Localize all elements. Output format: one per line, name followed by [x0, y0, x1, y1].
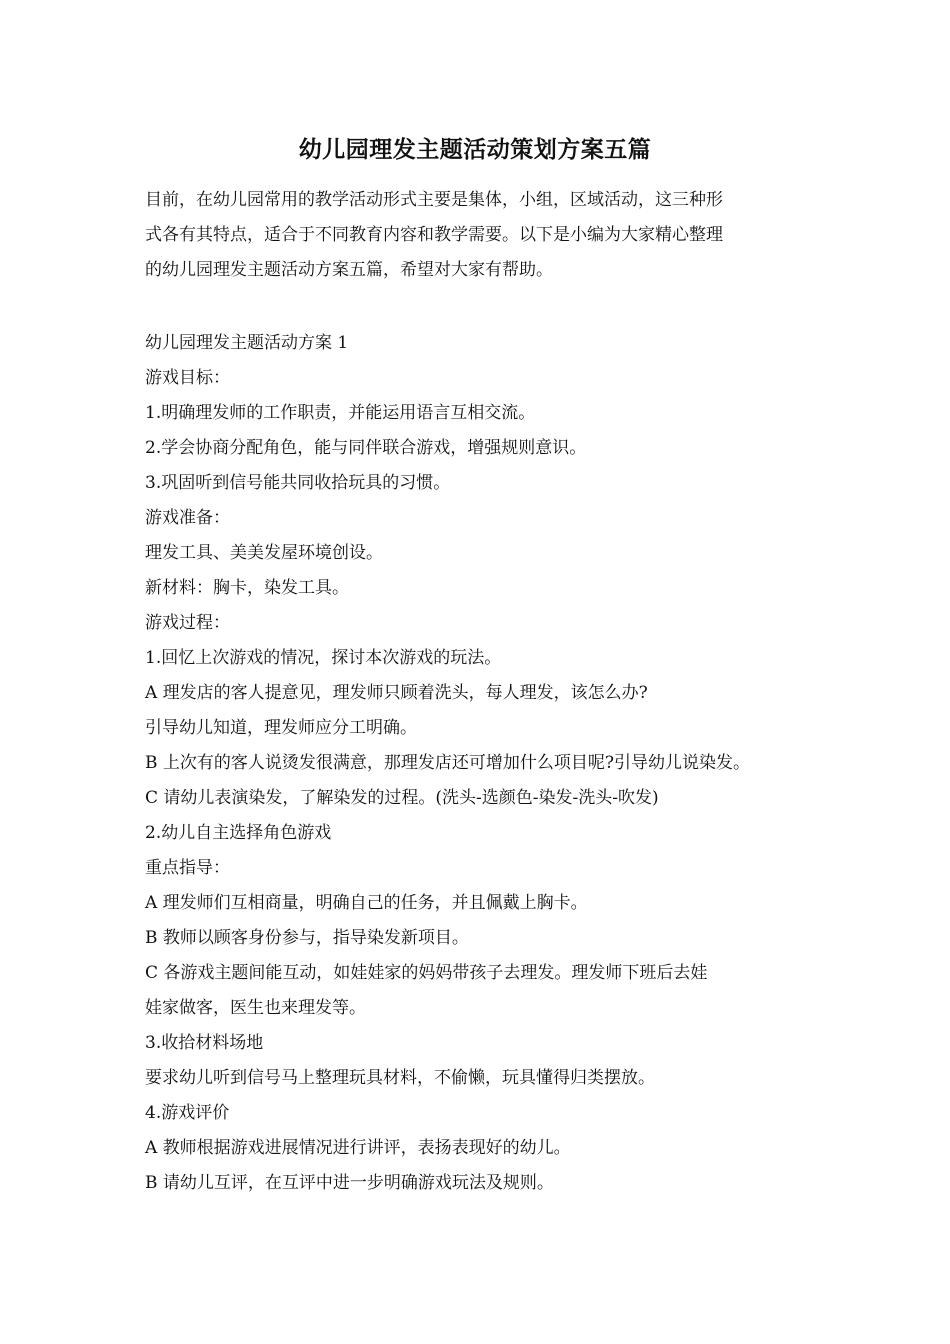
guidance-item: A 理发师们互相商量，明确自己的任务，并且佩戴上胸卡。 — [145, 893, 588, 913]
guidance-item: C 各游戏主题间能互动，如娃娃家的妈妈带孩子去理发。理发师下班后去娃 — [145, 963, 708, 983]
intro-line: 式各有其特点，适合于不同教育内容和教学需要。以下是小编为大家精心整理 — [145, 225, 723, 245]
process-step: 1.回忆上次游戏的情况，探讨本次游戏的玩法。 — [145, 648, 502, 668]
intro-paragraph — [145, 183, 815, 288]
process-step: 4.游戏评价 — [145, 1103, 230, 1123]
subheading-process: 游戏过程： — [145, 613, 230, 633]
goal-item: 3.巩固听到信号能共同收拾玩具的习惯。 — [145, 473, 451, 493]
evaluation-item: B 请幼儿互评，在互评中进一步明确游戏玩法及规则。 — [145, 1173, 554, 1193]
preparation-item: 新材料：胸卡，染发工具。 — [145, 578, 349, 598]
document-title: 幼儿园理发主题活动策划方案五篇 — [298, 136, 652, 163]
intro-line: 的幼儿园理发主题活动方案五篇，希望对大家有帮助。 — [145, 260, 553, 280]
guidance-item-continued: 娃家做客，医生也来理发等。 — [145, 998, 366, 1018]
subheading-preparation: 游戏准备： — [145, 508, 230, 528]
goal-item: 1.明确理发师的工作职责，并能运用语言互相交流。 — [145, 403, 536, 423]
process-detail: 引导幼儿知道，理发师应分工明确。 — [145, 718, 417, 738]
process-step: 2.幼儿自主选择角色游戏 — [145, 823, 332, 843]
section-heading: 幼儿园理发主题活动方案 1 — [145, 333, 349, 353]
goal-item: 2.学会协商分配角色，能与同伴联合游戏，增强规则意识。 — [145, 438, 587, 458]
process-detail: 要求幼儿听到信号马上整理玩具材料，不偷懒，玩具懂得归类摆放。 — [145, 1068, 655, 1088]
process-detail: A 理发店的客人提意见，理发师只顾着洗头，每人理发，该怎么办? — [145, 683, 648, 703]
subheading-guidance: 重点指导： — [145, 858, 230, 878]
evaluation-item: A 教师根据游戏进展情况进行讲评，表扬表现好的幼儿。 — [145, 1138, 571, 1158]
preparation-item: 理发工具、美美发屋环境创设。 — [145, 543, 383, 563]
subheading-goals: 游戏目标： — [145, 368, 230, 388]
guidance-item: B 教师以顾客身份参与，指导染发新项目。 — [145, 928, 469, 948]
intro-line: 目前，在幼儿园常用的教学活动形式主要是集体，小组，区域活动，这三种形 — [145, 190, 723, 210]
process-detail: C 请幼儿表演染发，了解染发的过程。(洗头-选颜色-染发-洗头-吹发) — [145, 788, 659, 808]
process-step: 3.收拾材料场地 — [145, 1033, 264, 1053]
plan-body — [145, 326, 835, 1201]
process-detail: B 上次有的客人说烫发很满意，那理发店还可增加什么项目呢?引导幼儿说染发。 — [145, 753, 751, 773]
